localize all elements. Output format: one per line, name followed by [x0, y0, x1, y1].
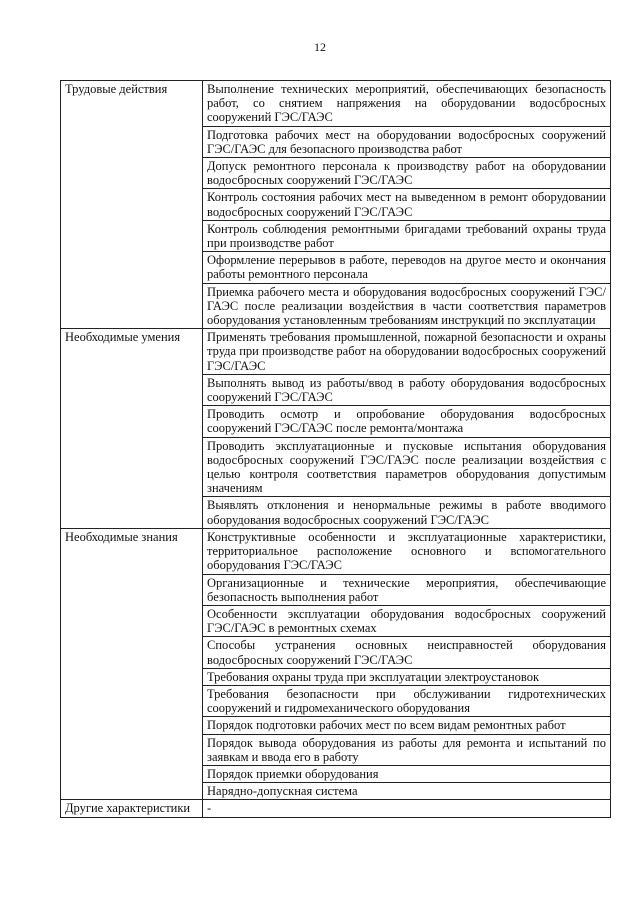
table-cell: Требования охраны труда при эксплуатации электроустановок	[203, 668, 611, 685]
section-title-labor-actions: Трудовые действия	[61, 81, 203, 329]
table-cell: Порядок подготовки рабочих мест по всем видам ремонтных работ	[203, 717, 611, 734]
section-title-required-knowledge: Необходимые знания	[61, 528, 203, 799]
page-number: 12	[314, 40, 326, 54]
table-cell: Требования безопасности при обслуживании гидротехнических сооружений и гидромеханического оборудования	[203, 685, 611, 716]
section-title-required-skills: Необходимые умения	[61, 329, 203, 529]
table-cell: Способы устранения основных неисправностей оборудования водосбросных сооружений ГЭС/ГАЭС	[203, 637, 611, 668]
table-row	[61, 800, 611, 817]
table-cell: Приемка рабочего места и оборудования водосбросных сооружений ГЭС/ГАЭС после реализации воздействия в части соответствия параметров оборудования установленным требованиям инструкций по эксплуатации	[203, 283, 611, 329]
table-cell: Контроль состояния рабочих мест на выведенном в ремонт оборудовании водосбросных сооружений ГЭС/ГАЭС	[203, 189, 611, 220]
table-cell: Проводить осмотр и опробование оборудования водосбросных сооружений ГЭС/ГАЭС после ремонта/монтажа	[203, 406, 611, 437]
table-cell: Организационные и технические мероприятия, обеспечивающие безопасность выполнения работ	[203, 574, 611, 605]
table-cell: -	[203, 800, 611, 817]
table-cell: Контроль соблюдения ремонтными бригадами требований охраны труда при производстве работ	[203, 220, 611, 251]
table-cell: Нарядно-допускная система	[203, 783, 611, 800]
section-title-other-characteristics: Другие характеристики	[61, 800, 203, 817]
table-cell: Порядок приемки оборудования	[203, 765, 611, 782]
table-cell: Проводить эксплуатационные и пусковые испытания оборудования водосбросных сооружений ГЭС/ГАЭС после реализации воздействия с целью контроля соответствия параметров оборудования допустимым значениям	[203, 437, 611, 497]
table-row	[61, 329, 611, 375]
table-cell: Выявлять отклонения и ненормальные режимы в работе вводимого оборудования водосбросных сооружений ГЭС/ГАЭС	[203, 497, 611, 528]
table-cell: Применять требования промышленной, пожарной безопасности и охраны труда при производстве работ на оборудовании водосбросных сооружений ГЭС/ГАЭС	[203, 329, 611, 375]
table-cell: Выполнять вывод из работы/ввод в работу оборудования водосбросных сооружений ГЭС/ГАЭС	[203, 374, 611, 405]
job-function-table	[60, 80, 611, 818]
table-cell: Порядок вывода оборудования из работы для ремонта и испытаний по заявкам и ввода его в работу	[203, 734, 611, 765]
table-cell: Оформление перерывов в работе, переводов на другое место и окончания работы ремонтного персонала	[203, 252, 611, 283]
table-cell: Подготовка рабочих мест на оборудовании водосбросных сооружений ГЭС/ГАЭС для безопасного производства работ	[203, 126, 611, 157]
table-row	[61, 528, 611, 574]
table-cell: Особенности эксплуатации оборудования водосбросных сооружений ГЭС/ГАЭС в ремонтных схемах	[203, 605, 611, 636]
table-cell: Выполнение технических мероприятий, обеспечивающих безопасность работ, со снятием напряжения на оборудовании водосбросных сооружений ГЭС/ГАЭС	[203, 81, 611, 127]
table-cell: Допуск ремонтного персонала к производству работ на оборудовании водосбросных сооружений ГЭС/ГАЭС	[203, 158, 611, 189]
table-row	[61, 81, 611, 127]
table-cell: Конструктивные особенности и эксплуатационные характеристики, территориальное расположение основного и вспомогательного оборудования ГЭС/ГАЭС	[203, 528, 611, 574]
